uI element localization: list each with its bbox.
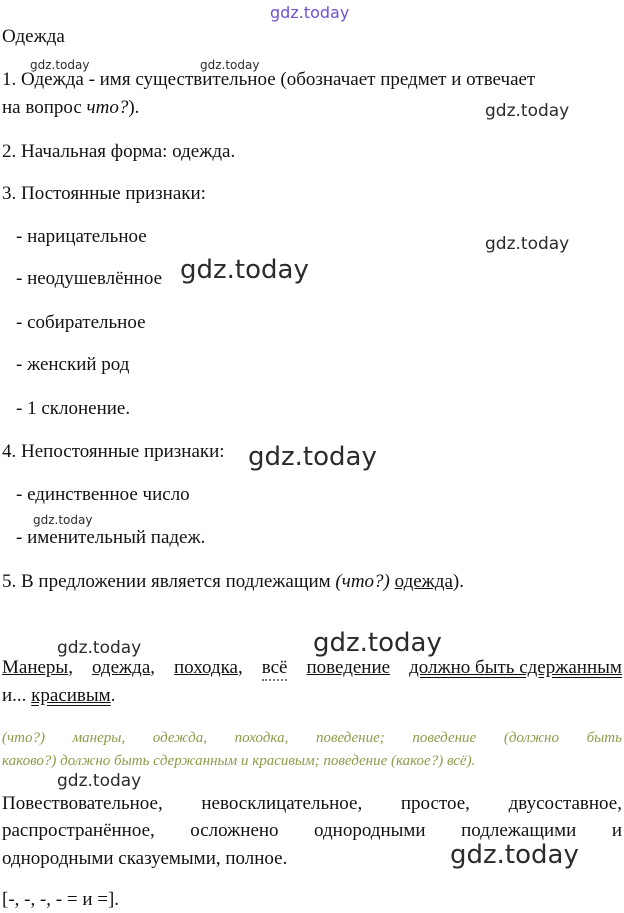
subject: Манеры [2, 657, 69, 678]
analysis-word: манеры, [72, 730, 126, 746]
watermark: gdz.today [200, 58, 260, 72]
characteristic-line-1 [2, 793, 622, 815]
characteristic-word: подлежащими [461, 820, 577, 841]
analysis-word: одежда, [152, 730, 207, 746]
item-5-end: ). [452, 571, 464, 592]
watermark: gdz.today [450, 840, 579, 870]
predicate: должно быть сдержанным [409, 657, 622, 678]
characteristic-line-3: однородными сказуемыми, полное. [2, 848, 288, 869]
characteristic-line-2 [2, 820, 622, 842]
attribute-word: всё [262, 657, 288, 681]
sentence-word [2, 657, 73, 681]
feature-item: - именительный падеж. [16, 527, 206, 548]
watermark: gdz.today [485, 234, 570, 254]
watermark: gdz.today [33, 513, 93, 527]
analysis-word: (должно [503, 730, 559, 746]
item-1-prefix: 1. [2, 69, 21, 90]
item-2: 2. Начальная форма: одежда. [2, 141, 236, 162]
conjunction: и... [2, 685, 27, 706]
item-1-word: Одежда [21, 69, 84, 90]
sentence-line-2 [2, 685, 115, 707]
characteristic-word: двусоставное, [508, 793, 622, 814]
characteristic-word: однородными [314, 820, 426, 841]
item-1-line-2 [2, 97, 139, 119]
comma: , [237, 657, 243, 678]
analysis-word: поведение; [315, 730, 385, 746]
item-5 [2, 571, 464, 593]
item-4: 4. Непостоянные признаки: [2, 441, 225, 462]
analysis-word: (что?) [2, 730, 45, 746]
sentence-line-1 [2, 657, 622, 681]
predicate: красивым [31, 685, 111, 706]
analysis-word: походка, [234, 730, 289, 746]
characteristic-word: осложнено [190, 820, 279, 841]
item-1-question: что? [86, 97, 129, 118]
period: . [110, 685, 116, 706]
word-heading: Одежда [2, 26, 65, 47]
item-1-text: - имя существительное (обозначает предмет и отвечает [83, 69, 536, 90]
watermark: gdz.today [248, 442, 377, 472]
watermark: gdz.today [57, 638, 142, 658]
analysis-line-2: каково?) должно быть сдержанным и красивым; поведение (какое?) всё). [2, 753, 476, 769]
comma: , [150, 657, 155, 678]
feature-item: - собирательное [16, 312, 146, 333]
item-3: 3. Постоянные признаки: [2, 183, 206, 204]
sentence-scheme: [-, -, -, - = и =]. [2, 889, 120, 910]
analysis-word: поведение [412, 730, 477, 746]
item-5-question: (что?) [335, 571, 390, 592]
sentence-word [92, 657, 155, 681]
characteristic-word: и [611, 820, 622, 841]
item-1-end: ). [128, 97, 140, 118]
watermark: gdz.today [270, 3, 350, 22]
feature-item: - единственное число [16, 484, 190, 505]
feature-item: - неодушевлённое [16, 268, 162, 289]
subject: поведение [306, 657, 391, 678]
characteristic-word: невосклицательное, [201, 793, 363, 814]
subject: одежда [91, 657, 151, 678]
item-1-cont: на вопрос [2, 97, 87, 118]
sentence-word [174, 657, 243, 681]
watermark: gdz.today [57, 771, 142, 791]
watermark: gdz.today [180, 255, 309, 285]
item-5-text: 5. В предложении является подлежащим [2, 571, 336, 592]
item-1-line-1 [2, 69, 535, 91]
comma: , [68, 657, 73, 678]
feature-item: - 1 склонение. [16, 398, 131, 419]
characteristic-word: распространённое, [2, 820, 155, 841]
feature-item: - женский род [16, 354, 130, 375]
analysis-line-1 [2, 729, 622, 747]
item-5-word: одежда [394, 571, 453, 592]
watermark: gdz.today [30, 58, 90, 72]
analysis-word: быть [586, 730, 622, 746]
watermark: gdz.today [485, 101, 570, 121]
watermark: gdz.today [313, 628, 442, 658]
characteristic-word: Повествовательное, [2, 793, 163, 814]
feature-item: - нарицательное [16, 226, 147, 247]
subject: походка [174, 657, 238, 678]
characteristic-word: простое, [400, 793, 470, 814]
